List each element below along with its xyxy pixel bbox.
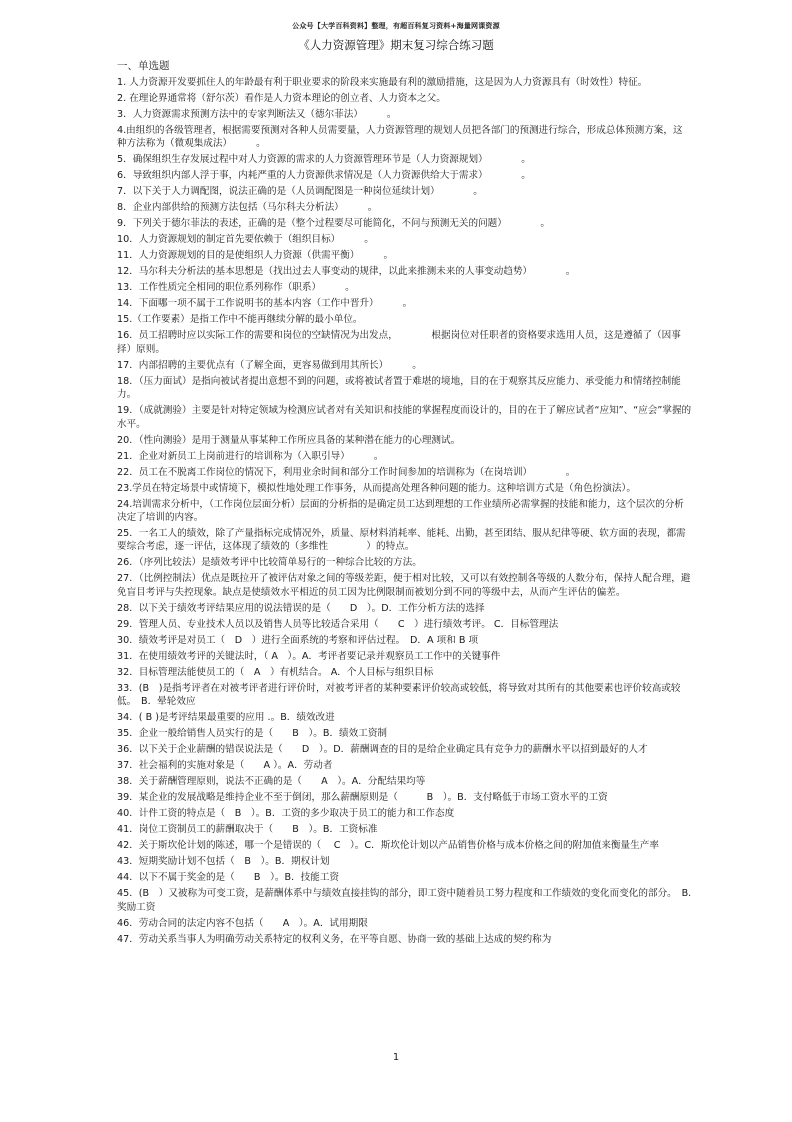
question-item: 5．确保组织生存发展过程中对人力资源的需求的人力资源管理环节是（人力资源规划） 。 [117,154,531,166]
question-item: 2. 在理论界通常将（舒尔茨）看作是人力资本理论的创立者、人力资本之父。 [117,93,446,104]
question-item: 28．以下关于绩效考评结果应用的说法错误的是（ D ）。D．工作分析方法的选择 [117,602,485,614]
question-item: 30．绩效考评是对员工（ D ）进行全面系统的考察和评估过程。 D．A 项和 B 项 [117,634,479,646]
question-item: 25．一名工人的绩效，除了产量指标完成情况外，质量、原材料消耗率、能耗、出勤，甚至团结、服从纪律等硬、软方面的表现，都需要综合考虑，逐一评估，这体现了绩效的（多维性 ）的特点。 [117,528,686,553]
question-item: 21．企业对新员工上岗前进行的培训称为（入职引导） 。 [117,450,384,462]
page-number: 1 [392,1052,400,1063]
question-item: 15.（工作要素）是指工作中不能再继续分解的最小单位。 [117,314,363,326]
question-item: 44．以下不属于奖金的是（ B ）。B．技能工资 [117,872,340,884]
question-item: 22．员工在不脱离工作岗位的情况下，利用业余时间和部分工作时间参加的培训称为（在岗培训） 。 [117,466,576,478]
question-item: 45．(B ）又被称为可变工资，是薪酬体系中与绩效直接挂钩的部分，即工资中随着员工努力程度和工作绩效的变化而变化的部分。 B. 奖励工资 [117,888,692,913]
question-item: 32．目标管理法能使员工的（ A ）有机结合。 A．个人目标与组织目标 [117,666,434,678]
header-note: 公众号【大学百科资料】整理，有超百科复习资料+海量网课资源 [292,22,500,30]
question-item: 19．（成就测验）主要是针对特定领域为检测应试者对有关知识和技能的掌握程度而设计的，目的在于了解应试者“应知”、“应会”掌握的水平。 [117,405,692,430]
question-item: 39．某企业的发展战略是维持企业不至于倒闭，那么薪酬原则是（ B ）。B．支付略低于市场工资水平的工资 [117,792,608,804]
question-item: 23.学员在特定场景中或情境下，模拟性地处理工作事务，从而提高处理各种问题的能力。这种培训方式是（角色扮演法）。 [117,482,636,494]
question-item: 42．关于斯坎伦计划的陈述，哪一个是错误的（ C ）。C．斯坎伦计划以产品销售价格与成本价格之间的附加值来衡量生产率 [117,840,659,852]
question-item: 20．（性向测验）是用于测量从事某种工作所应具备的某种潜在能力的心理测试。 [117,434,461,446]
question-item: 41．岗位工资制员工的薪酬取决于（ B ）。B．工资标准 [117,824,378,836]
question-item: 17．内部招聘的主要优点有（了解全面，更容易做到用其所长） 。 [117,359,422,371]
question-item: 31．在使用绩效考评的关键法时，（ A ）。A．考评者要记录并观察员工工作中的关键事件 [117,650,501,662]
question-item: 37．社会福利的实施对象是（ A ）。A．劳动者 [117,760,333,772]
question-item: 14．下面哪一项不属于工作说明书的基本内容（工作中晋升） 。 [117,298,413,310]
question-item: 26．（序列比较法）是绩效考评中比较简单易行的一种综合比较的方法。 [117,557,422,569]
question-item: 7．以下关于人力调配图，说法正确的是（人员调配图是一种岗位延续计划） 。 [117,186,483,198]
question-item: 11．人力资源规划的目的是使组织人力资源（供需平衡） 。 [117,250,394,262]
question-item: 33．(B )是指考评者在对被考评者进行评价时，对被考评者的某种要素评价较高或较低，将导致对其所有的其他要素也评价较高或较低。 B．晕轮效应 [117,682,681,708]
question-item: 47．劳动关系当事人为明确劳动关系特定的权利义务，在平等自愿、协商一致的基础上达成的契约称为 [117,933,552,945]
question-item: 24.培训需求分析中，（工作岗位层面分析）层面的分析指的是确定员工达到理想的工作业绩所必需掌握的技能和能力，这个层次的分析决定了培训的内容。 [117,498,684,524]
question-item: 18．（压力面试）是指向被试者提出意想不到的问题，或将被试者置于难堪的境地，目的在于观察其反应能力、承受能力和情绪控制能力。 [117,375,681,401]
question-item: 12．马尔科夫分析法的基本思想是（找出过去人事变动的规律，以此来推测未来的人事变动趋势） 。 [117,266,576,278]
question-item: 29．管理人员、专业技术人员以及销售人员等比较适合采用（ C ）进行绩效考评。 C．目标管理法 [117,618,559,630]
question-item: 46．劳动合同的法定内容不包括（ A ）。A．试用期限 [117,917,368,929]
section-heading: 一、单选题 [117,60,170,72]
question-item: 40．计件工资的特点是（ B ）。B．工资的多少取决于员工的能力和工作态度 [117,808,455,820]
question-item: 36．以下关于企业薪酬的错误说法是（ D ）。D．薪酬调查的目的是给企业确定具有竞争力的薪酬水平以招到最好的人才 [117,744,648,756]
question-item: 3．人力资源需求预测方法中的专家判断法又（德尔菲法） 。 [117,109,397,120]
question-item: 27．（比例控制法）优点是既拉开了被评估对象之间的等级差距，便于相对比较，又可以有效控制各等级的人数分布，保持人配合理，避免盲目考评与失控现象。缺点是使绩效水平相近的员工因为比例限制而被划分到不同的等级中去，从而产生评估的偏差。 [117,573,691,598]
question-item: 16．员工招聘时应以实际工作的需要和岗位的空缺情况为出发点， 根据岗位对任职者的资格要求选用人员，这是遵循了（因事择）原则。 [117,330,681,355]
question-item: 43．短期奖励计划不包括（ B ）。B．期权计划 [117,856,330,868]
document-title: 《人力资源管理》期末复习综合练习题 [298,38,494,52]
question-item: 34．( B )是考评结果最重要的应用 .。B．绩效改进 [117,712,335,724]
question-list [117,76,692,949]
question-item: 13．工作性质完全相同的职位系列称作（职系） 。 [117,282,355,294]
question-item: 35．企业一般给销售人员实行的是（ B ）。B．绩效工资制 [117,728,388,740]
question-item: 9．下列关于德尔菲法的表述，正确的是（整个过程要尽可能简化，不问与预测无关的问题） 。 [117,218,551,230]
question-item: 4.由组织的各级管理者，根据需要预测对各种人员需要量，人力资源管理的规划人员把各部门的预测进行综合，形成总体预测方案，这种方法称为（微观集成法） 。 [117,125,683,150]
question-item: 6．导致组织内部人浮于事，内耗严重的人力资源供求情况是（人力资源供给大于需求） 。 [117,170,531,182]
question-item: 1. 人力资源开发要抓住人的年龄最有利于职业要求的阶段来实施最有利的激励措施，这是因为人力资源具有（时效性）特征。 [117,77,648,88]
question-item: 8．企业内部供给的预测方法包括（马尔科夫分析法） 。 [117,202,378,214]
question-item: 38．关于薪酬管理原则，说法不正确的是（ A ）。A．分配结果均等 [117,776,426,788]
question-item: 10．人力资源规划的制定首先要依赖于（组织目标） 。 [117,234,374,246]
